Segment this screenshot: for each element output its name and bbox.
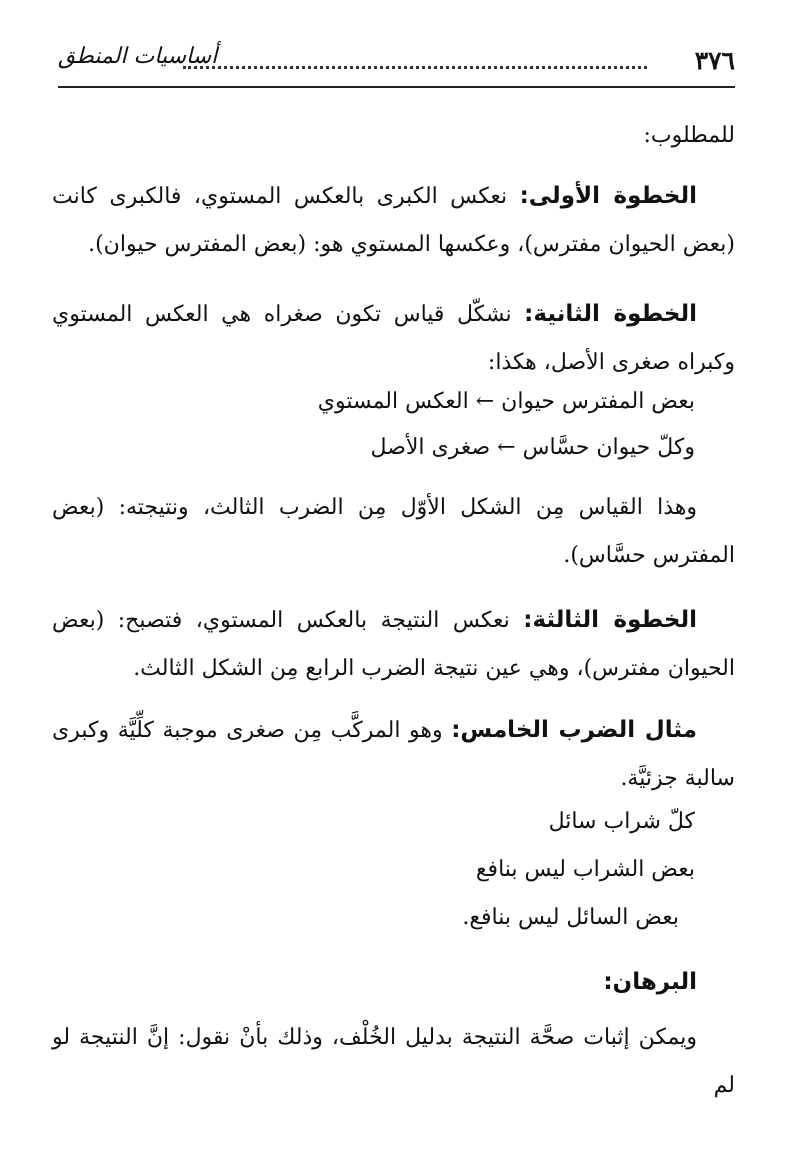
step1-label: الخطوة الأولى: xyxy=(519,183,697,209)
proof-text: ويمكن إثبات صحَّة النتيجة بدليل الخُلْف، وذلك بأنْ نقول: إنَّ النتيجة لو لم xyxy=(52,1025,735,1098)
intro-line xyxy=(52,112,735,160)
example5-label: مثال الضرب الخامس: xyxy=(451,717,697,743)
proof-paragraph xyxy=(52,1014,735,1110)
proof-label: البرهان: xyxy=(603,969,697,995)
step2-text: نشكّل قياس تكون صغراه هي العكس المستوي وكبراه صغرى الأصل، هكذا: xyxy=(52,302,735,375)
step2-label: الخطوة الثانية: xyxy=(524,301,697,327)
book-title: أساسيات المنطق xyxy=(58,44,218,69)
step3-label: الخطوة الثالثة: xyxy=(523,607,697,633)
result-paragraph xyxy=(52,484,735,580)
header-dotted-leader xyxy=(183,52,647,69)
syllogism2-premise1: كلّ شراب سائل xyxy=(548,809,695,834)
step3-paragraph xyxy=(52,596,735,693)
step1-paragraph xyxy=(52,172,735,269)
example5-text: وهو المركَّب مِن صغرى موجبة كلِّيَّة وكبرى سالبة جزئيَّة. xyxy=(52,718,735,791)
example5-paragraph xyxy=(52,706,735,803)
syllogism1-premise2: وكلّ حيوان حسَّاس ← صغرى الأصل xyxy=(370,435,695,460)
running-header xyxy=(58,44,735,84)
step3-text: نعكس النتيجة بالعكس المستوي، فتصبح: (بعض الحيوان مفترس)، وهي عين نتيجة الضرب الرابع مِن الشكل الثالث. xyxy=(52,608,735,681)
proof-heading xyxy=(52,958,735,1007)
result-text: وهذا القياس مِن الشكل الأوّل مِن الضرب الثالث، ونتيجته: (بعض المفترس حسَّاس). xyxy=(52,495,735,568)
page-number: ٣٧٦ xyxy=(694,46,735,75)
syllogism2-conclusion: بعض السائل ليس بنافع. xyxy=(462,905,679,930)
syllogism1-premise1: بعض المفترس حيوان ← العكس المستوي xyxy=(317,389,695,414)
step1-text: نعكس الكبرى بالعكس المستوي، فالكبرى كانت (بعض الحيوان مفترس)، وعكسها المستوي هو: (بعض المفترس حيوان). xyxy=(52,184,735,257)
syllogism2-premise2: بعض الشراب ليس بنافع xyxy=(475,857,695,882)
intro-text: للمطلوب: xyxy=(643,123,735,148)
step2-paragraph xyxy=(52,290,735,387)
header-rule xyxy=(58,86,735,88)
